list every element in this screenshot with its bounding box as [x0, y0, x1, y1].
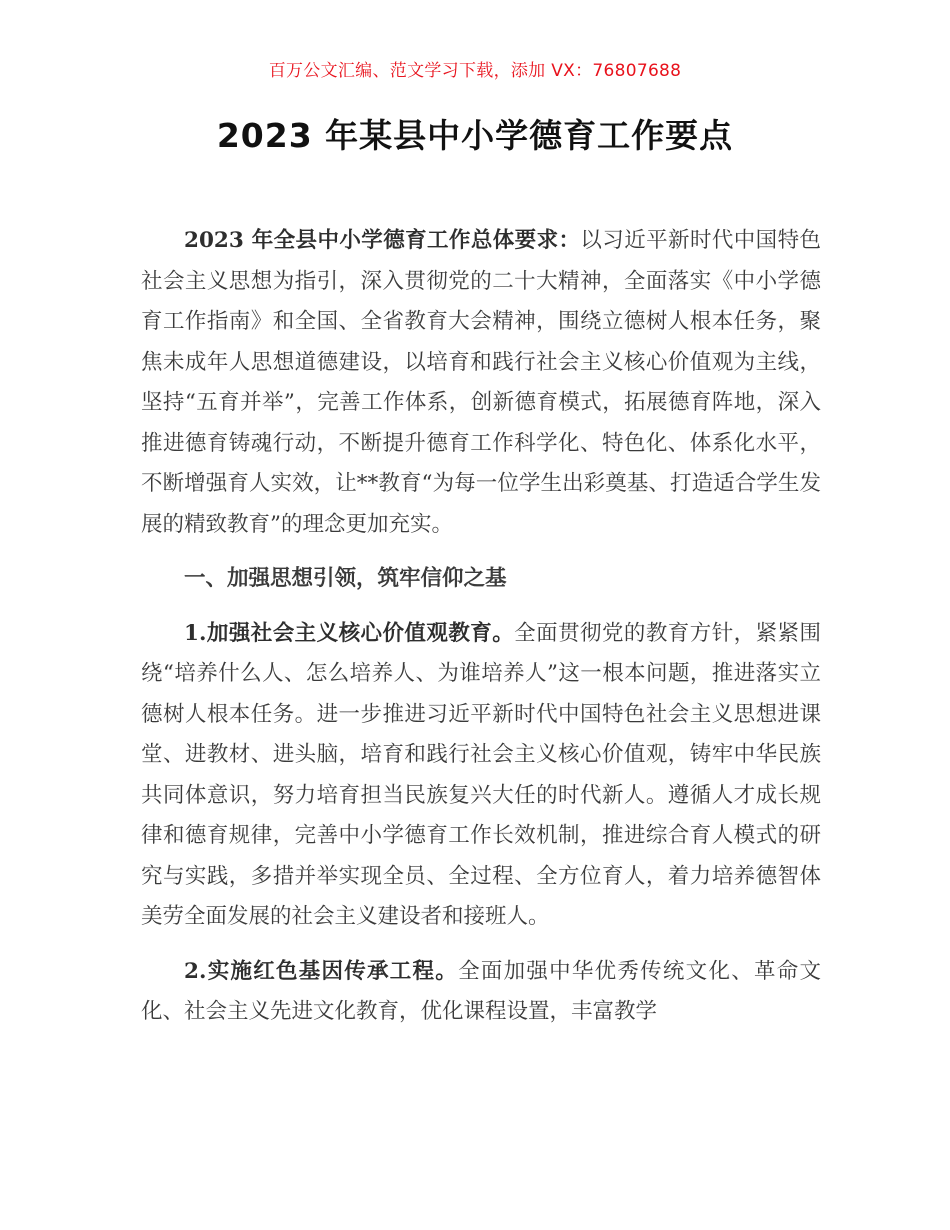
item-2-paragraph: [141, 952, 821, 1033]
section-heading: 一、加强思想引领，筑牢信仰之基: [184, 566, 507, 591]
item-1-paragraph: [141, 614, 821, 938]
item-1-lead: 1.加强社会主义核心价值观教育。: [184, 620, 515, 646]
item-2-text: 全面加强中华优秀传统文化、革命文化、社会主义先进文化教育，优化课程设置，丰富教学: [141, 958, 821, 1024]
intro-lead: 2023 年全县中小学德育工作总体要求：: [184, 228, 581, 253]
header-note: 百万公文汇编、范文学习下载，添加 VX：76807688: [268, 61, 682, 81]
intro-text: 以习近平新时代中国特色社会主义思想为指引，深入贯彻党的二十大精神，全面落实《中小学德育工作指南》和全国、全省教育大会精神，围绕立德树人根本任务，聚焦未成年人思想道德建设，以培育和践行社会主义核心价值观为主线，坚持“五育并举”，完善工作体系，创新德育模式，拓展德育阵地，深入推进德育铸魂行动，不断提升德育工作科学化、特色化、体系化水平，不断增强育人实效，让**教育“为每一位学生出彩奠基、打造适合学生发展的精致教育”的理念更加充实。: [141, 228, 821, 537]
item-1-text: 全面贯彻党的教育方针，紧紧围绕“培养什么人、怎么培养人、为谁培养人”这一根本问题，推进落实立德树人根本任务。进一步推进习近平新时代中国特色社会主义思想进课堂、进教材、进头脑，培育和践行社会主义核心价值观，铸牢中华民族共同体意识，努力培育担当民族复兴大任的时代新人。遵循人才成长规律和德育规律，完善中小学德育工作长效机制，推进综合育人模式的研究与实践，多措并举实现全员、全过程、全方位育人，着力培养德智体美劳全面发展的社会主义建设者和接班人。: [141, 620, 821, 929]
item-2-lead: 2.实施红色基因传承工程。: [184, 958, 459, 984]
intro-paragraph: [141, 221, 821, 545]
document-title: 2023 年某县中小学德育工作要点: [216, 116, 734, 155]
document-body: [141, 221, 821, 1033]
